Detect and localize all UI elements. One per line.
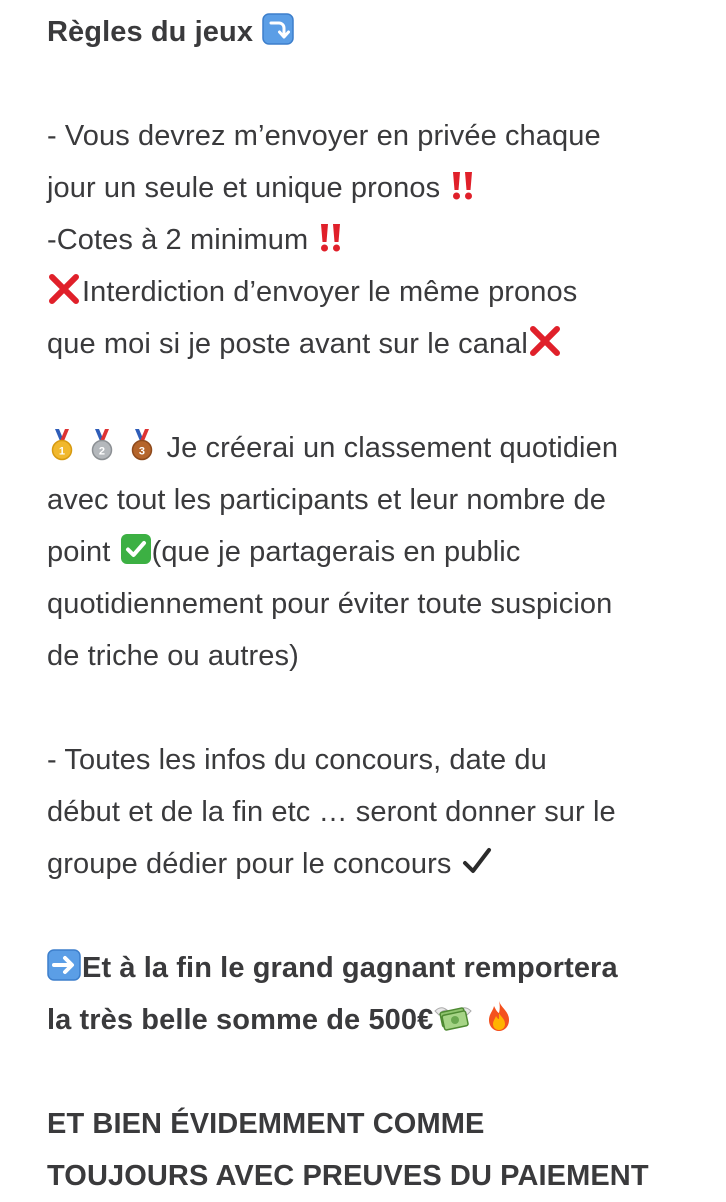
- money-wings-icon: [433, 1001, 473, 1033]
- infos-line-2: début et de la fin etc … seront donner sur le: [47, 796, 616, 828]
- rule-1-line-2: jour un seule et unique pronos: [47, 162, 478, 214]
- ranking-line-1: 1 2 3 Je créerai un classement quotidien: [47, 422, 618, 474]
- prize-line-1: Et à la fin le grand gagnant remportera: [47, 942, 618, 994]
- rule-3-line-2: que moi si je poste avant sur le canal: [47, 318, 563, 370]
- double-exclamation-icon: [449, 169, 477, 201]
- ranking-line-3: point (que je partagerais en public: [47, 526, 520, 578]
- rule-2-line: -Cotes à 2 minimum: [47, 214, 346, 266]
- rule-3-line-1: Interdiction d’envoyer le même pronos: [47, 266, 577, 318]
- bronze-medal-icon: [127, 427, 157, 461]
- ranking-line-5: de triche ou autres): [47, 640, 299, 672]
- ranking-line-2: avec tout les participants et leur nombre de: [47, 484, 606, 516]
- silver-medal-icon: [87, 427, 117, 461]
- prize-line-2: la très belle somme de 500€: [47, 994, 515, 1046]
- title-line: [47, 6, 295, 58]
- infos-line-3: groupe dédier pour le concours: [47, 838, 494, 890]
- double-exclamation-icon: [317, 221, 345, 253]
- fire-icon: [484, 999, 514, 1033]
- ranking-line-4: quotidiennement pour éviter toute suspicion: [47, 588, 613, 620]
- page-title: Règles du jeux: [47, 16, 254, 48]
- check-mark-icon: [461, 845, 493, 877]
- arrow-curving-down-icon: [262, 13, 294, 45]
- cross-mark-icon: [47, 273, 81, 305]
- infos-line-1: - Toutes les infos du concours, date du: [47, 744, 547, 776]
- proof-line-1: ET BIEN ÉVIDEMMENT COMME: [47, 1108, 485, 1140]
- svg-text:1: 1: [58, 445, 66, 458]
- right-arrow-icon: [47, 949, 81, 981]
- svg-text:2: 2: [99, 445, 106, 458]
- cross-mark-icon: [528, 325, 562, 357]
- svg-text:3: 3: [139, 445, 146, 458]
- gold-medal-icon: [47, 427, 77, 461]
- check-box-icon: [120, 533, 152, 565]
- proof-line-2: TOUJOURS AVEC PREUVES DU PAIEMENT: [47, 1160, 649, 1192]
- rule-1-line-1: - Vous devrez m’envoyer en privée chaque: [47, 120, 601, 152]
